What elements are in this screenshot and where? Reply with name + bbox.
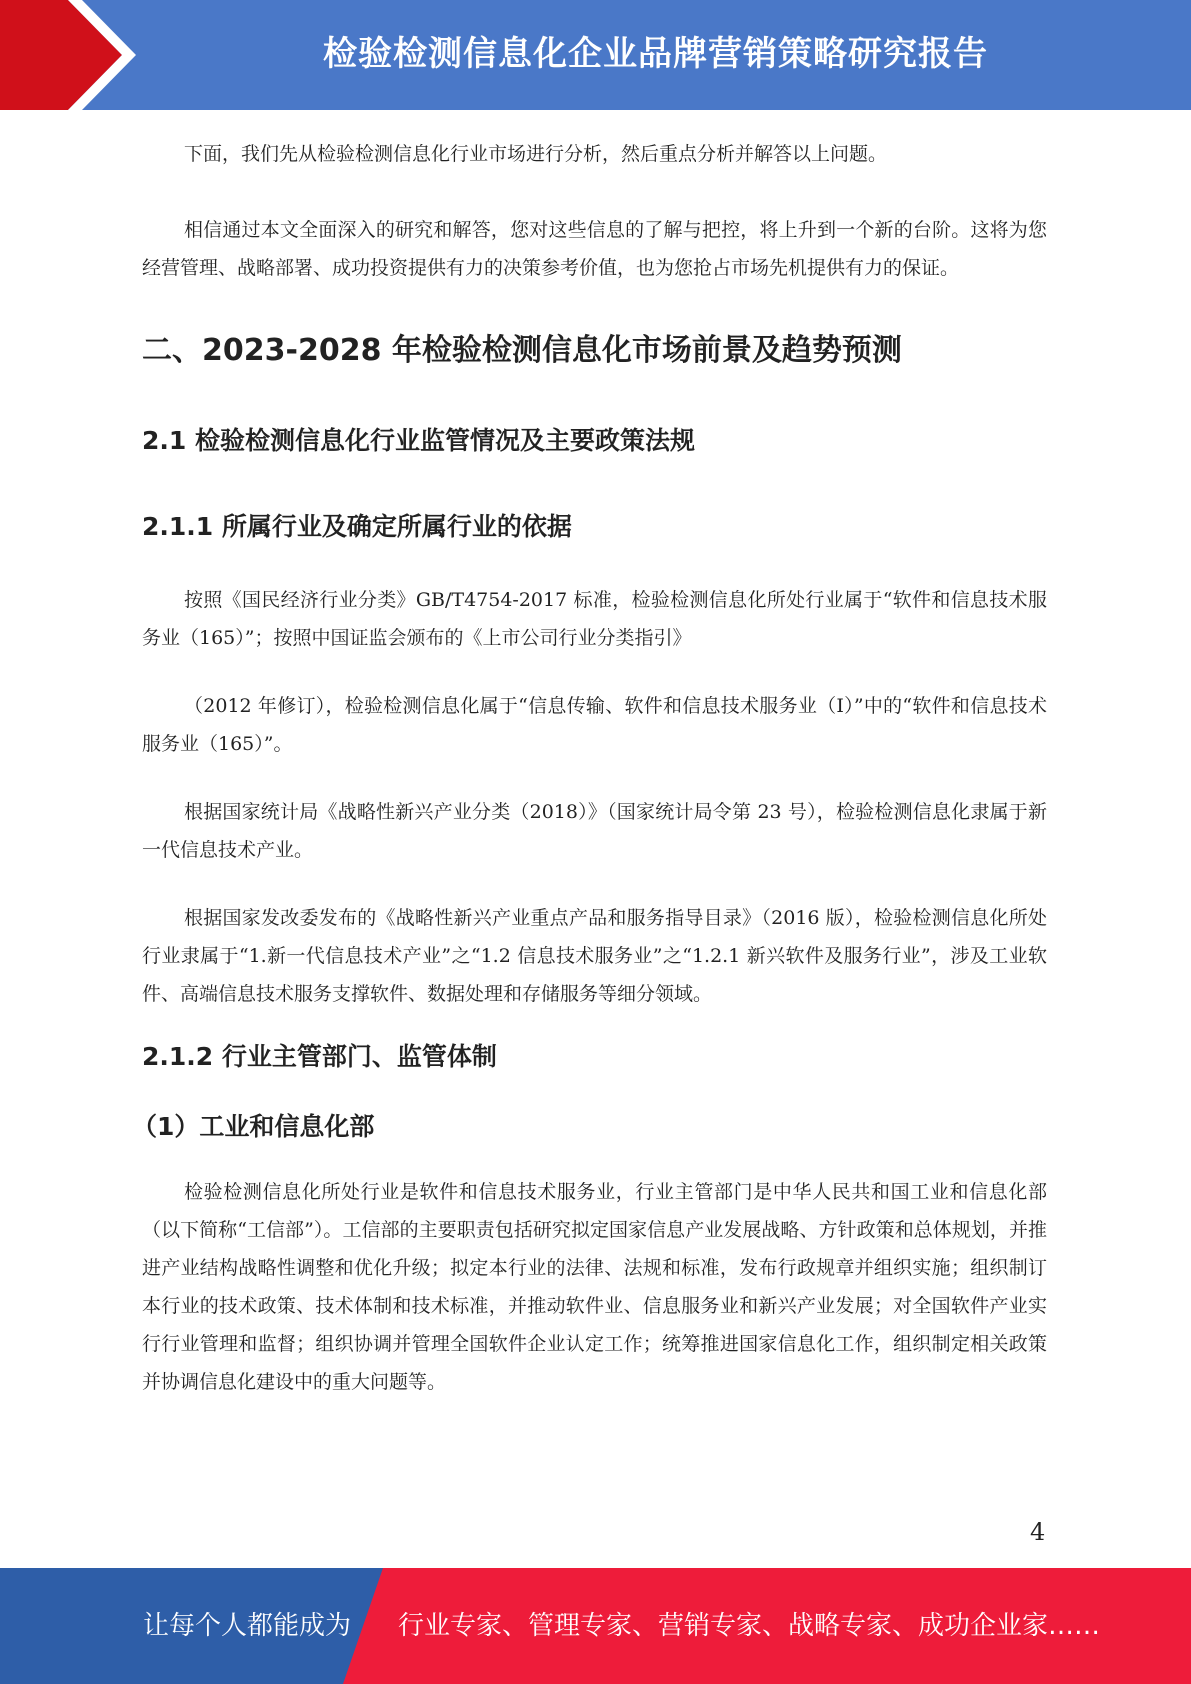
subsection-heading-2-1: 2.1 检验检测信息化行业监管情况及主要政策法规 [142, 426, 695, 455]
section-heading-2: 二、2023-2028 年检验检测信息化市场前景及趋势预测 [142, 333, 902, 368]
paragraph-classification: 按照《国民经济行业分类》GB/T4754-2017 标准，检验检测信息化所处行业属于“软件和信息技术服务业（165）”；按照中国证监会颁布的《上市公司行业分类指引》 [142, 589, 1047, 649]
paragraph-belief: 相信通过本文全面深入的研究和解答，您对这些信息的了解与把控，将上升到一个新的台阶。这将为您经营管理、战略部署、成功投资提供有力的决策参考价值，也为您抢占市场先机提供有力的保证。 [142, 219, 1047, 279]
page-number: 4 [1030, 1518, 1046, 1546]
footer-slogan-right: 行业专家、管理专家、营销专家、战略专家、成功企业家…… [398, 1611, 1101, 1641]
footer-slogan-left: 让每个人都能成为 [143, 1611, 352, 1641]
subsection-heading-2-1-2: 2.1.2 行业主管部门、监管体制 [142, 1042, 497, 1071]
red-chevron-decoration [0, 0, 150, 110]
heading-miit: （1）工业和信息化部 [132, 1112, 375, 1141]
document-body [132, 130, 1047, 1401]
page-footer [0, 1568, 1191, 1684]
subsection-heading-2-1-1: 2.1.1 所属行业及确定所属行业的依据 [142, 512, 572, 541]
paragraph-ndrc: 根据国家发改委发布的《战略性新兴产业重点产品和服务指导目录》（2016 版），检验检测信息化所处行业隶属于“1.新一代信息技术产业”之“1.2 信息技术服务业”之“1.2.1 新兴软件及服务行业”，涉及工业软件、高端信息技术服务支撑软件、数据处理和存储服务等细分领域。 [142, 907, 1047, 1005]
paragraph-intro: 下面，我们先从检验检测信息化行业市场进行分析，然后重点分析并解答以上问题。 [184, 143, 888, 165]
paragraph-statistics-bureau: 根据国家统计局《战略性新兴产业分类（2018）》（国家统计局令第 23 号），检验检测信息化隶属于新一代信息技术产业。 [142, 801, 1047, 861]
paragraph-miit: 检验检测信息化所处行业是软件和信息技术服务业，行业主管部门是中华人民共和国工业和信息化部（以下简称“工信部”）。工信部的主要职责包括研究拟定国家信息产业发展战略、方针政策和总体规划，并推进产业结构战略性调整和优化升级；拟定本行业的法律、法规和标准，发布行政规章并组织实施；组织制订本行业的技术政策、技术体制和技术标准，并推动软件业、信息服务业和新兴产业发展；对全国软件产业实行行业管理和监督；组织协调并管理全国软件企业认定工作；统筹推进国家信息化工作，组织制定相关政策并协调信息化建设中的重大问题等。 [142, 1181, 1047, 1393]
page-header [0, 0, 1191, 110]
report-title: 检验检测信息化企业品牌营销策略研究报告 [323, 34, 988, 74]
paragraph-classification-2012: （2012 年修订），检验检测信息化属于“信息传输、软件和信息技术服务业（I）”中的“软件和信息技术服务业（165）”。 [142, 695, 1047, 755]
